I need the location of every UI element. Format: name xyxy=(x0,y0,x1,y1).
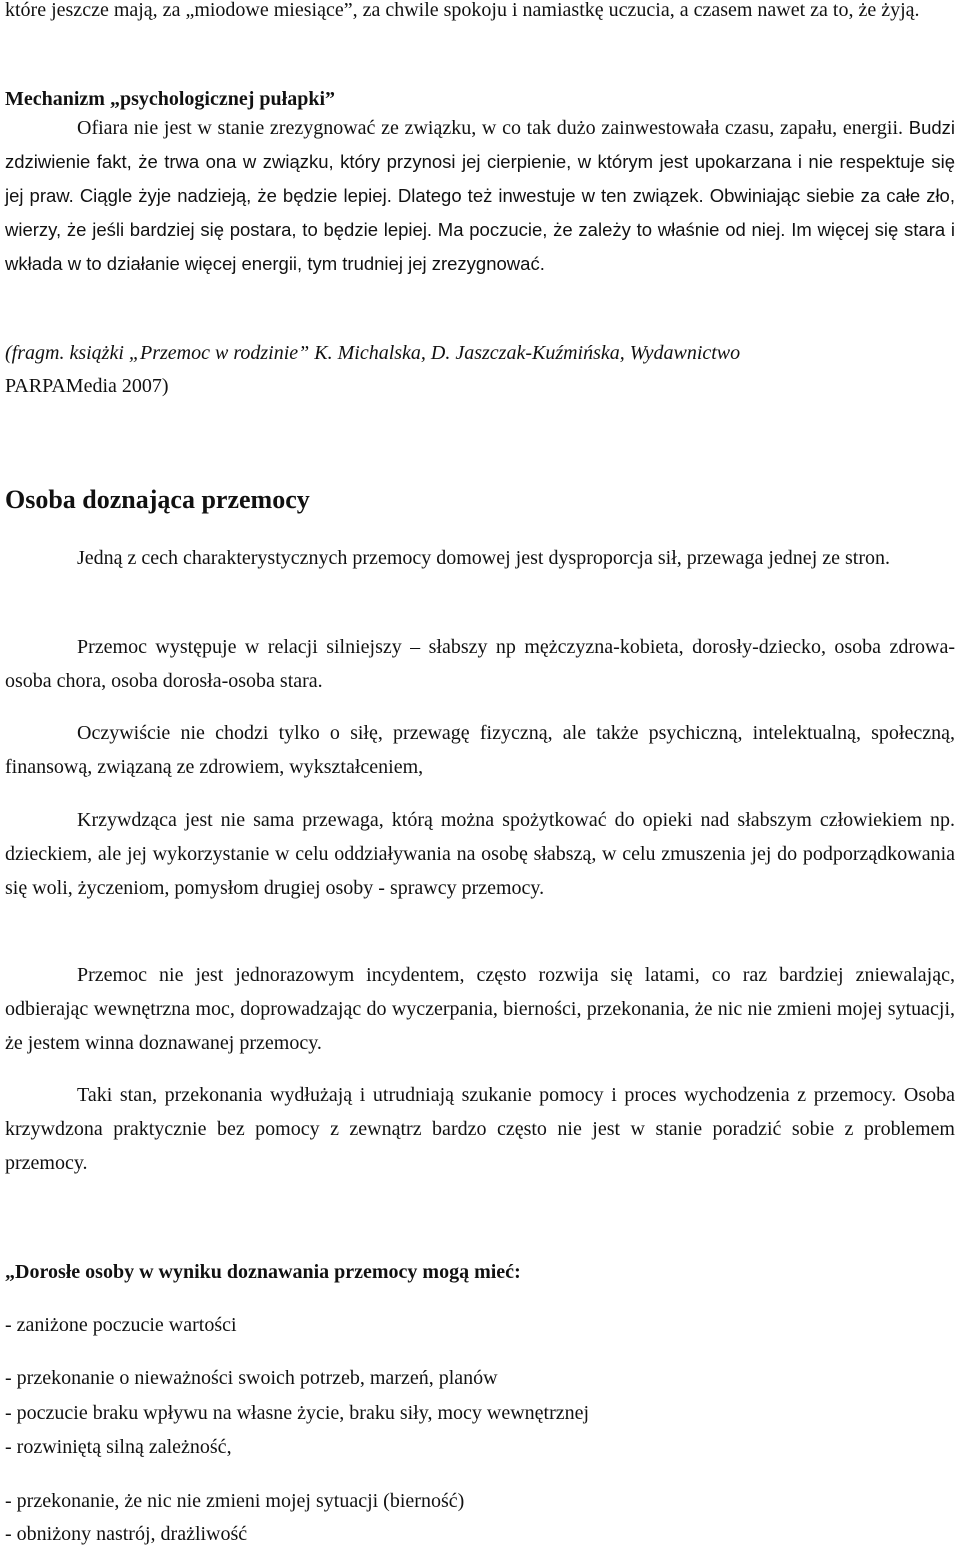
citation-publisher: PARPAMedia 2007) xyxy=(5,375,169,397)
section-paragraph: Krzywdząca jest nie sama przewaga, którą można spożytkować do opieki nad słabszym człowiekiem np. dzieckiem, ale jej wykorzystanie w celu oddziaływania na osobę słabszą, w celu zmuszenia jej do podporządkowania się woli, życzeniom, pomysłom drugiej osoby - sprawcy przemocy. xyxy=(5,809,955,899)
section-paragraph: Taki stan, przekonania wydłużają i utrudniają szukanie pomocy i proces wychodzenia z przemocy. Osoba krzywdzona praktycznie bez pomocy z zewnątrz bardzo często nie jest w stanie poradzić sobie z problemem przemocy. xyxy=(5,1084,955,1174)
section-heading: Osoba doznająca przemocy xyxy=(5,485,310,514)
section-paragraph: Przemoc nie jest jednorazowym incydentem, często rozwija się latami, co raz bardziej zniewalając, odbierając wewnętrzna moc, doprowadzając do wyczerpania, bierności, przekonania, że nic nie zmieni mojej sytuacji, że jestem winna doznawanej przemocy. xyxy=(5,964,955,1054)
citation xyxy=(5,337,955,403)
section-paragraph: Oczywiście nie chodzi tylko o siłę, przewagę fizyczną, ale także psychiczną, intelektualną, społeczną, finansową, związaną ze zdrowiem, wykształceniem, xyxy=(5,722,955,778)
mechanism-paragraph xyxy=(5,111,955,281)
effects-item: - poczucie braku wpływu na własne życie, braku siły, mocy wewnętrznej xyxy=(5,1402,590,1424)
effects-item: - rozwiniętą silną zależność, xyxy=(5,1436,232,1458)
effects-item: - obniżony nastrój, drażliwość xyxy=(5,1523,248,1545)
citation-italic: (fragm. książki „Przemoc w rodzinie” K. Michalska, D. Jaszczak-Kuźmińska, Wydawnictwo xyxy=(5,342,741,364)
intro-paragraph: które jeszcze mają, za „miodowe miesiące”, za chwile spokoju i namiastkę uczucia, a czasem nawet za to, że żyją. xyxy=(5,0,920,21)
section-paragraph: Jedną z cech charakterystycznych przemocy domowej jest dysproporcja sił, przewaga jednej ze stron. xyxy=(77,547,890,569)
effects-heading: „Dorosłe osoby w wyniku doznawania przemocy mogą mieć: xyxy=(5,1261,521,1283)
effects-item: - przekonanie, że nic nie zmieni mojej sytuacji (bierność) xyxy=(5,1490,465,1512)
mechanism-heading: Mechanizm „psychologicznej pułapki” xyxy=(5,88,336,110)
effects-item: - zaniżone poczucie wartości xyxy=(5,1314,237,1336)
mechanism-lead-text: Ofiara nie jest w stanie zrezygnować ze związku, w co tak dużo zainwestowała czasu, zapału, energii. xyxy=(77,117,904,139)
mechanism-body-text: Budzi zdziwienie fakt, że trwa ona w związku, który przynosi jej cierpienie, w którym jest upokarzana i nie respektuje się jej praw. Ciągle żyje nadzieją, że będzie lepiej. Dlatego też inwestuje w ten związek. Obwiniając siebie za całe zło, wierzy, że jeśli bardziej się postara, to będzie lepiej. Ma poczucie, że zależy to właśnie od niej. Im więcej się stara i wkłada w to działanie więcej energii, tym trudniej jej zrezygnować. xyxy=(5,117,956,274)
section-paragraph: Przemoc występuje w relacji silniejszy – słabszy np mężczyzna-kobieta, dorosły-dziecko, osoba zdrowa- osoba chora, osoba dorosła-osoba stara. xyxy=(5,636,955,692)
effects-item: - przekonanie o nieważności swoich potrzeb, marzeń, planów xyxy=(5,1367,498,1389)
